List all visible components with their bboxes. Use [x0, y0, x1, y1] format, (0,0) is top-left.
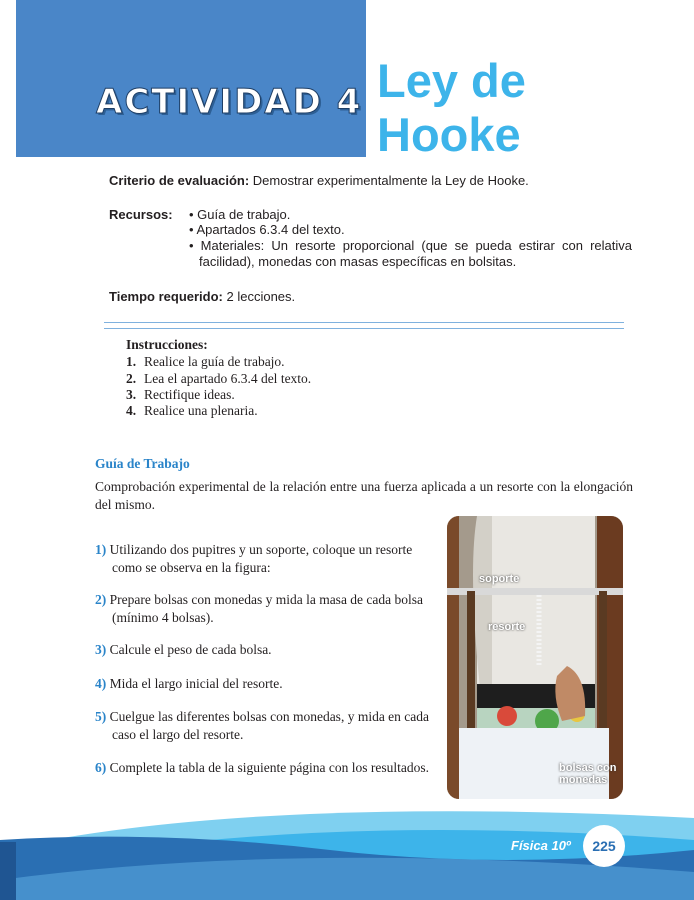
instruccion-item: 2. Lea el apartado 6.3.4 del texto.: [126, 371, 312, 386]
activity-label: ACTIVIDAD 4: [96, 82, 363, 122]
page-number: 225: [583, 825, 625, 867]
recursos-item: • Apartados 6.3.4 del texto.: [189, 222, 345, 237]
step-item: 5) Cuelgue las diferentes bolsas con monedas, y mida en cada caso el largo del resorte.: [95, 709, 430, 742]
footer-subject: Física 10º: [511, 838, 571, 853]
criterio-row: [109, 173, 529, 188]
tiempo-label: Tiempo requerido:: [109, 289, 223, 304]
page-title: [377, 54, 526, 162]
instruccion-item: 4. Realice una plenaria.: [126, 403, 258, 418]
step-item: 1) Utilizando dos pupitres y un soporte, coloque un resorte como se observa en la figura:: [95, 542, 413, 575]
recursos-label: Recursos:: [109, 207, 173, 222]
criterio-text: Demostrar experimentalmente la Ley de Hooke.: [249, 173, 529, 188]
guia-title: Guía de Trabajo: [95, 456, 190, 471]
recursos-item: • Guía de trabajo.: [189, 207, 291, 222]
photo-illustration: [447, 516, 623, 799]
step-item: 2) Prepare bolsas con monedas y mida la masa de cada bolsa (mínimo 4 bolsas).: [95, 592, 424, 625]
step-item: 4) Mida el largo inicial del resorte.: [95, 676, 283, 691]
divider: [104, 328, 624, 329]
label-soporte: soporte: [479, 573, 520, 585]
divider: [104, 322, 624, 323]
instruccion-item: 3. Rectifique ideas.: [126, 387, 235, 402]
step-item: 6) Complete la tabla de la siguiente página con los resultados.: [95, 760, 430, 775]
criterio-label: Criterio de evaluación:: [109, 173, 250, 188]
guia-intro: Comprobación experimental de la relación entre una fuerza aplicada a un resorte con la elongación del mismo.: [95, 479, 633, 512]
instrucciones-title: Instrucciones:: [126, 337, 208, 352]
title-line-2: Hooke: [377, 108, 521, 161]
recursos-item: • Materiales: Un resorte proporcional (que se pueda estirar con relativa: [189, 238, 632, 253]
label-bolsas: bolsas con monedas: [559, 762, 617, 786]
title-line-1: Ley de: [377, 54, 526, 107]
instruccion-item: 1. Realice la guía de trabajo.: [126, 354, 285, 369]
tiempo-row: [109, 289, 295, 304]
experiment-photo: [447, 516, 623, 799]
header-banner: [16, 0, 366, 157]
recursos-item-cont: facilidad), monedas con masas específicas en bolsitas.: [199, 254, 517, 269]
tiempo-text: 2 lecciones.: [222, 289, 296, 304]
label-resorte: resorte: [488, 621, 526, 633]
step-item: 3) Calcule el peso de cada bolsa.: [95, 642, 272, 657]
